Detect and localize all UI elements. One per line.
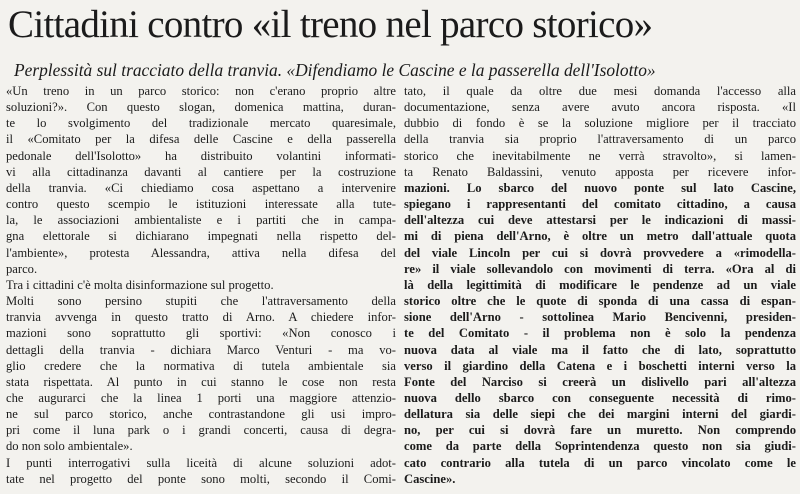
article-subheadline: Perplessità sul tracciato della tranvia. «Difendiamo le Cascine e la passerella dell'Isolotto» — [14, 60, 656, 80]
article-text-line: documentazione, senza avere avuto ancora risposta. «Il — [404, 100, 796, 115]
article-text-line: dell'altezza cui deve attestarsi per le indicazioni di massi- — [404, 213, 796, 228]
article-text-line: l'ambiente», protesta Alessandra, attiva nella difesa del — [6, 245, 396, 260]
article-text-line: tate nel progetto del ponte sono molti, secondo il Comi- — [6, 471, 396, 486]
article-text-line: la, le associazioni ambientaliste e i partiti che in campa- — [6, 213, 396, 228]
article-text-line: storico oltre che le quote di sponda di una cassa di espan- — [404, 294, 796, 309]
article-text-line: parco. — [6, 261, 38, 276]
article-text-line: dubbio di fondo è se la soluzione migliore per il tracciato — [404, 116, 796, 131]
article-text-line: nuova data al viale ma il fatto che di lato, soprattutto — [404, 342, 796, 357]
article-text-line: re» il viale sollevandolo con movimenti di terra. «Ora al di — [404, 261, 796, 276]
article-text-line: do non solo ambientale». — [6, 439, 133, 454]
article-text-line: pedonale dell'Isolotto» ha distribuito volantini informati- — [6, 148, 396, 163]
article-text-line: «Un treno in un parco storico: non c'erano proprio altre — [6, 84, 396, 98]
article-text-line: contro questo scempio le istituzioni interessate alla tute- — [6, 197, 396, 212]
article-text-line: sione dell'Arno - sottolinea Mario Bencivenni, presiden- — [404, 310, 796, 325]
article-text-line: pri come il luna park o i grandi concerti, causa di degra- — [6, 423, 396, 438]
article-text-line: verso il giardino della Catena e i boschetti interni verso la — [404, 358, 796, 373]
article-text-line: I punti interrogativi sulla liceità di alcune soluzioni adot- — [6, 455, 396, 470]
article-text-line: mazioni. Lo sbarco del nuovo ponte sul lato Cascine, — [404, 180, 796, 195]
article-text-line: te lo svolgimento del tradizionale mercato quaresimale, — [6, 116, 396, 131]
article-text-line: ne sul parco storico, anche contrastandone gli usi impro- — [6, 407, 396, 422]
article-text-line: tato, il quale da oltre due mesi domanda l'accesso alla — [404, 84, 796, 98]
article-text-line: Cascine». — [404, 471, 456, 486]
article-text-line: del viale Lincoln per cui si dovrà provvedere a «rimodella- — [404, 245, 796, 260]
article-text-line: Molti sono persino stupiti che l'attraversamento della — [6, 294, 396, 309]
article-text-line: mazioni sono soprattutto gli sportivi: «Non conosco i — [6, 326, 396, 341]
article-text-line: come da parte della Soprintendenza questo non sia giudi- — [404, 439, 796, 454]
article-text-line: te del Comitato - il problema non è solo la pendenza — [404, 326, 796, 341]
article-text-line: spiegano i rappresentanti del comitato cittadino, a causa — [404, 197, 796, 212]
article-text-line: no, per cui si dovrà fare un muretto. Non comprendo — [404, 423, 796, 438]
article-text-line: dellatura sia delle siepi che dei margini interni del giardi- — [404, 407, 796, 422]
article-body-left-column — [6, 83, 396, 487]
article-text-line: gna elettorale si dichiarano impegnati nella rispetto del- — [6, 229, 396, 244]
article-text-line: storico che inevitabilmente ne verrà stravolto», si lamen- — [404, 148, 796, 163]
article-text-line: vi alla cittadinanza davanti al cantiere per la costruzione — [6, 164, 396, 179]
article-text-line: ta Renato Baldassini, venuto apposta per ricevere infor- — [404, 164, 796, 179]
article-text-line: cato contrario alla tutela di un parco vincolato come le — [404, 455, 796, 470]
article-text-line: soluzioni?». Con questo slogan, domenica mattina, duran- — [6, 100, 396, 115]
article-text-line: mi di piena dell'Arno, è oltre un metro dall'attuale quota — [404, 229, 796, 244]
article-body-right-column — [404, 83, 796, 487]
article-text-line: della tranvia sia proprio l'attraversamento di un parco — [404, 132, 796, 147]
article-text-line: della tranvia. «Ci chiediamo cosa aspettano a intervenire — [6, 180, 396, 195]
article-text-line: là della legittimità di modificare le pendenze ad un viale — [404, 277, 796, 292]
article-text-line: dettagli della tranvia - dichiara Marco Venturi - ma vo- — [6, 342, 396, 357]
article-text-line: il «Comitato per la difesa delle Cascine e della passerella — [6, 132, 396, 147]
article-text-line: Tra i cittadini c'è molta disinformazione sul progetto. — [6, 277, 274, 292]
article-text-line: che augurarci che la linea 1 porti una maggiore attenzio- — [6, 390, 396, 405]
article-text-line: Fonte del Narciso si creerà un dislivello pari all'altezza — [404, 374, 796, 389]
article-text-line: tranvia avvenga in questo tratto di Arno. A chiedere infor- — [6, 310, 396, 325]
article-text-line: stata rispettata. Al punto in cui stanno le cose non resta — [6, 374, 396, 389]
article-headline: Cittadini contro «il treno nel parco storico» — [8, 3, 653, 46]
article-text-line: nuova dello sbarco con conseguente necessità di rimo- — [404, 390, 796, 405]
article-text-line: glio credere che la normativa di tutela ambientale sia — [6, 358, 396, 373]
